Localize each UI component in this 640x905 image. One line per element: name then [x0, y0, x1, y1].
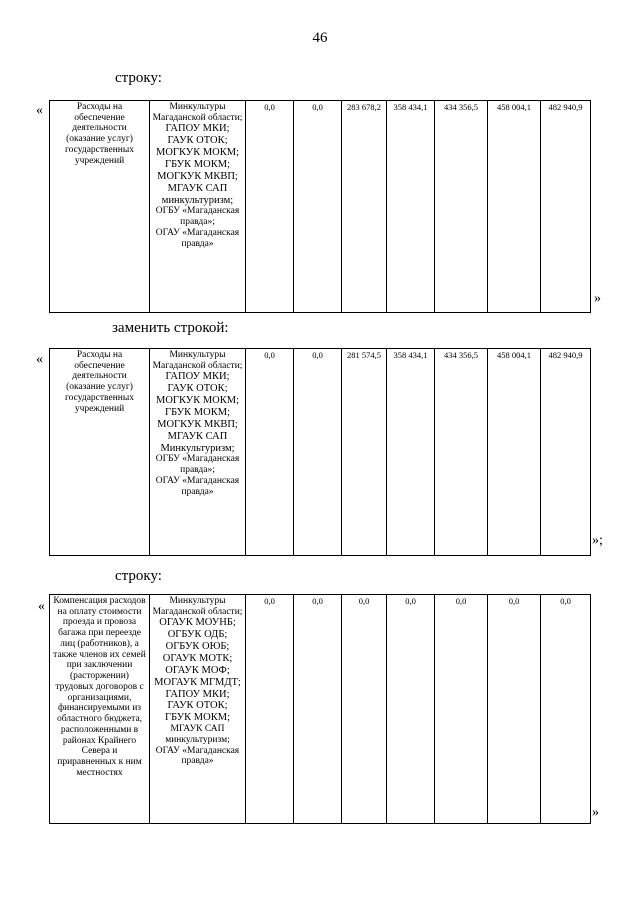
executor-item: МГАУК САП Минкультуризм; [160, 430, 235, 454]
executor-item: Минкультуры Магаданской области; [152, 102, 243, 123]
value-cell: 458 004,1 [488, 101, 541, 313]
executor-item: ОГАУК МОФ; [165, 664, 230, 676]
executor-item: ОГБУК ОДБ; [167, 629, 228, 641]
executor-item: ОГАУК МОТК; [162, 653, 233, 665]
table-row [50, 101, 591, 313]
executor-item: ГБУК МОКМ; [165, 712, 230, 724]
row-executors [150, 595, 246, 824]
value-cell: 0,0 [435, 595, 488, 824]
section-1-open-quote: « [36, 103, 43, 118]
value-cell: 482 940,9 [541, 349, 591, 556]
executor-item: ОГБУК ОЮБ; [165, 641, 230, 653]
value-cell: 434 356,5 [435, 349, 488, 556]
section-2-heading: заменить строкой: [112, 320, 229, 336]
executor-item: ОГАУК МОУНБ; [159, 617, 236, 629]
executor-item: МОГКУК МКВП; [157, 418, 238, 430]
value-cell: 358 434,1 [387, 101, 435, 313]
section-2-open-quote: « [36, 352, 43, 367]
row-description: Расходы на обеспечение деятельности (оказание услуг) государственных учреждений [50, 101, 150, 313]
section-3-heading: строку: [115, 568, 162, 584]
executor-item: МГАУК САП минкультуризм; [165, 724, 230, 745]
executor-item: ОГАУ «Магаданская правда» [155, 227, 240, 249]
executor-item: ГБУК МОКМ; [165, 159, 230, 171]
value-cell: 283 678,2 [342, 101, 387, 313]
section-1-table [49, 100, 591, 313]
value-cell: 482 940,9 [541, 101, 591, 313]
executor-item: ГАУК ОТОК; [167, 383, 228, 395]
executor-item: ГАПОУ МКИ; [165, 123, 230, 135]
executor-item: ОГАУ «Магаданская правда» [155, 745, 240, 767]
section-1-close-quote: » [594, 291, 601, 306]
executor-item: ОГБУ «Магаданская правда»; [155, 454, 240, 476]
section-3-open-quote: « [38, 599, 45, 614]
section-2-table [49, 348, 591, 556]
executor-item: ГБУК МОКМ; [165, 407, 230, 419]
executor-item: Минкультуры Магаданской области; [152, 350, 243, 371]
value-cell: 0,0 [294, 595, 342, 824]
executor-item: ОГАУ «Магаданская правда» [155, 475, 240, 497]
value-cell: 0,0 [541, 595, 591, 824]
value-cell: 0,0 [488, 595, 541, 824]
executor-item: МОГКУК МКВП; [157, 170, 238, 182]
executor-item: ГАУК ОТОК; [167, 700, 228, 712]
executor-item: ГАПОУ МКИ; [165, 688, 230, 700]
section-3-table [49, 594, 591, 824]
value-cell: 358 434,1 [387, 349, 435, 556]
executor-item: МОГКУК МОКМ; [155, 147, 240, 159]
section-3-close-quote: » [592, 805, 599, 820]
value-cell: 0,0 [387, 595, 435, 824]
section-1-heading: строку: [115, 70, 162, 86]
value-cell: 0,0 [246, 349, 294, 556]
row-description: Компенсация расходов на оплату стоимости проезда и провоза багажа при переезде лиц (работников), а также членов их семей при заключении (расторжении) трудовых договоров с организациями, финансируемыми из областного бюджета, расположенными в районах Крайнего Севера и приравненных к ним местностях [50, 595, 150, 824]
value-cell: 0,0 [246, 595, 294, 824]
value-cell: 458 004,1 [488, 349, 541, 556]
executor-item: МГАУК САП минкультуризм; [161, 182, 234, 206]
row-executors [150, 349, 246, 556]
row-executors [150, 101, 246, 313]
executor-item: ГАУК ОТОК; [167, 135, 228, 147]
value-cell: 0,0 [294, 349, 342, 556]
value-cell: 281 574,5 [342, 349, 387, 556]
page-number: 46 [312, 30, 328, 46]
section-2-close-quote: »; [592, 533, 603, 548]
value-cell: 434 356,5 [435, 101, 488, 313]
executor-item: ОГБУ «Магаданская правда»; [155, 206, 240, 228]
executor-item: Минкультуры Магаданской области; [152, 596, 243, 617]
value-cell: 0,0 [294, 101, 342, 313]
executor-item: МОГКУК МОКМ; [155, 395, 240, 407]
executor-item: МОГАУК МГМДТ; [154, 676, 241, 688]
value-cell: 0,0 [246, 101, 294, 313]
value-cell: 0,0 [342, 595, 387, 824]
table-row [50, 595, 591, 824]
table-row [50, 349, 591, 556]
row-description: Расходы на обеспечение деятельности (оказание услуг) государственных учреждений [50, 349, 150, 556]
executor-item: ГАПОУ МКИ; [165, 371, 230, 383]
